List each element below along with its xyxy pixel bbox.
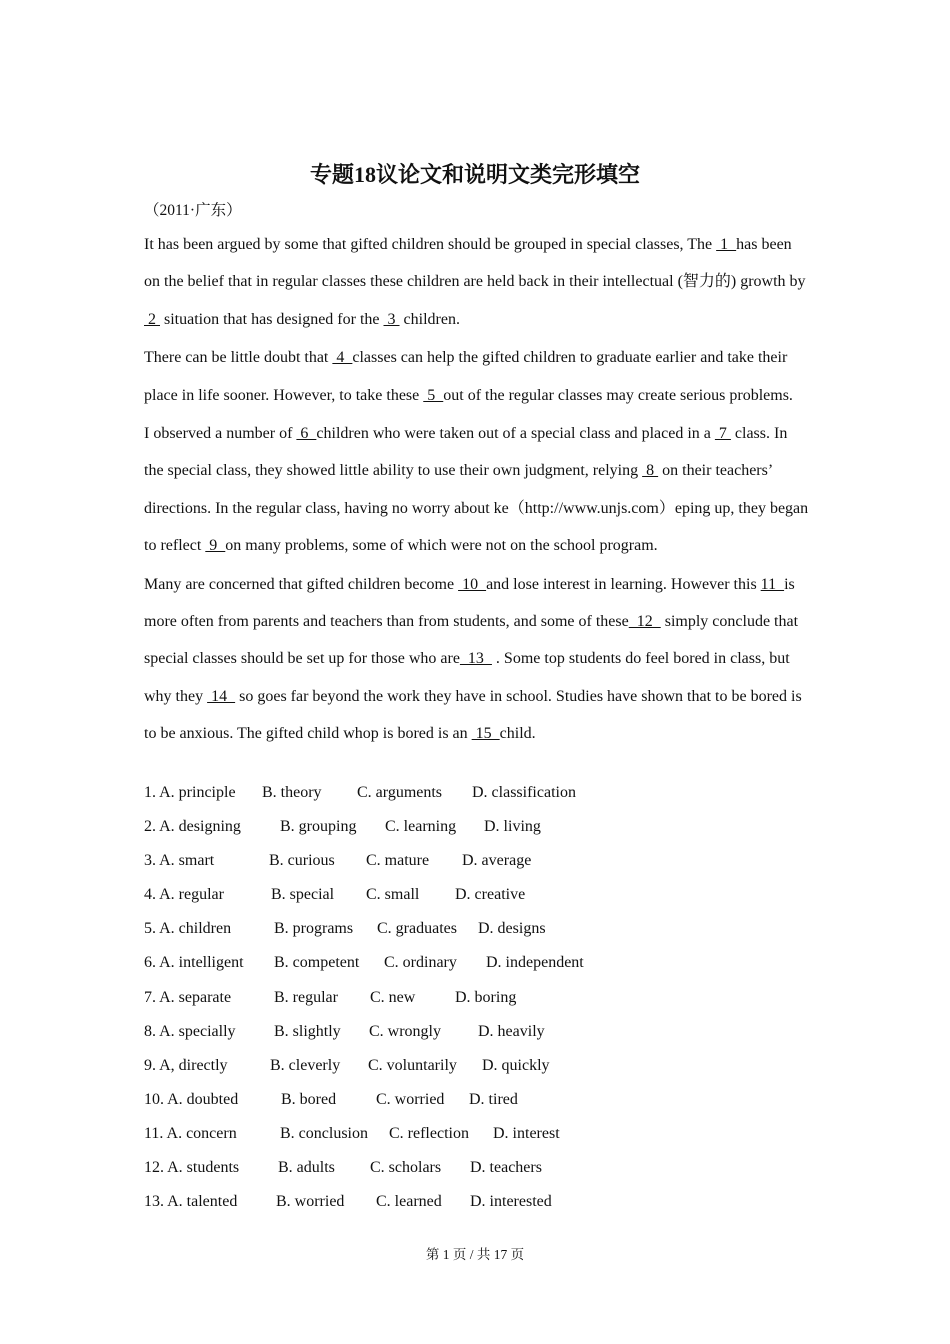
- option-a: 1. A. principle: [144, 784, 236, 801]
- blank-8: 8: [642, 462, 659, 480]
- option-c: C. wrongly: [369, 1022, 441, 1040]
- passage-paragraph-4: [144, 566, 809, 753]
- page-title: 专题18议论文和说明文类完形填空: [309, 162, 640, 187]
- blank-13: 13: [459, 650, 492, 668]
- blank-5: 5: [423, 386, 444, 404]
- option-b: B. adults: [278, 1159, 335, 1177]
- blank-14: 14: [207, 687, 236, 705]
- blank-6: 6: [296, 425, 317, 443]
- option-b: B. bored: [281, 1090, 337, 1108]
- option-a: 9. A, directly: [144, 1056, 228, 1074]
- option-c: C. worried: [376, 1090, 445, 1108]
- answer-options: [144, 776, 809, 1219]
- option-a: 12. A. students: [144, 1159, 240, 1177]
- passage-text: on their teachers’ directions. In the regular class, having no worry about ke（http://www.unjs.com）eping up, they began to reflect: [144, 462, 809, 555]
- cloze-passage: [144, 226, 809, 754]
- option-d: D. classification: [472, 784, 576, 801]
- option-a: 3. A. smart: [144, 852, 215, 870]
- option-row-2: [144, 810, 809, 844]
- option-c: C. small: [366, 886, 420, 904]
- option-b: B. cleverly: [270, 1056, 341, 1074]
- option-d: D. boring: [455, 988, 517, 1006]
- passage-text: classes can help the gifted children to graduate earlier and take their place in life sooner. However, to take these: [144, 349, 788, 404]
- option-d: D. tired: [469, 1090, 518, 1108]
- option-d: D. interest: [493, 1124, 560, 1142]
- blank-3: 3: [383, 310, 400, 328]
- passage-text: children.: [399, 310, 460, 328]
- passage-paragraph-1: [144, 226, 809, 338]
- passage-text: has been on the belief that in regular classes these children are held back in their intellectual (智力的) growth by: [144, 236, 806, 291]
- source-label: （2011·广东）: [144, 202, 242, 219]
- option-b: B. programs: [274, 920, 354, 938]
- option-c: C. ordinary: [384, 954, 457, 972]
- passage-text: It has been argued by some that gifted children should be grouped in special classes, The: [144, 236, 717, 253]
- option-b: B. worried: [276, 1193, 345, 1211]
- passage-text: Many are concerned that gifted children become: [144, 575, 459, 593]
- option-d: D. living: [484, 818, 541, 836]
- passage-text: I observed a number of: [144, 425, 297, 443]
- blank-1: 1: [716, 236, 737, 253]
- option-d: D. independent: [486, 954, 584, 972]
- option-b: B. curious: [269, 852, 335, 870]
- option-d: D. interested: [470, 1193, 552, 1211]
- passage-text: child.: [499, 725, 536, 743]
- option-row-10: [144, 1083, 809, 1117]
- blank-9: 9: [205, 537, 226, 555]
- passage-text: and lose interest in learning. However this: [486, 575, 761, 593]
- passage-text: situation that has designed for the: [160, 310, 384, 328]
- blank-15: 15: [471, 725, 500, 743]
- option-d: D. designs: [478, 920, 546, 938]
- passage-text: children who were taken out of a special class and placed in a: [316, 425, 715, 443]
- option-a: 8. A. specially: [144, 1022, 236, 1040]
- passage-text: out of the regular classes may create serious problems.: [443, 386, 793, 404]
- blank-12: 12: [628, 613, 661, 631]
- option-c: C. mature: [366, 852, 430, 870]
- blank-4: 4: [332, 349, 353, 367]
- option-c: C. learning: [385, 818, 457, 836]
- option-row-7: [144, 981, 809, 1015]
- passage-text: . Some top students do feel bored in class, but why they: [144, 650, 790, 705]
- option-b: B. conclusion: [280, 1124, 368, 1142]
- passage-text: so goes far beyond the work they have in school. Studies have shown that to be bored is to be anxious. The gifted child whop is bored is an: [144, 687, 802, 743]
- option-d: D. average: [462, 852, 532, 870]
- option-a: 11. A. concern: [144, 1124, 237, 1142]
- passage-paragraph-3: [144, 415, 809, 565]
- option-row-9: [144, 1049, 809, 1083]
- blank-11: 11: [760, 575, 785, 593]
- passage-text: class. In the special class, they showed little ability to use their own judgment, relying: [144, 425, 788, 480]
- option-a: 13. A. talented: [144, 1193, 238, 1211]
- option-row-3: [144, 844, 809, 878]
- option-row-11: [144, 1117, 809, 1151]
- option-row-4: [144, 878, 809, 912]
- option-row-6: [144, 946, 809, 980]
- option-d: D. heavily: [478, 1022, 545, 1040]
- option-a: 7. A. separate: [144, 988, 232, 1006]
- passage-text: There can be little doubt that: [144, 349, 333, 367]
- option-c: C. new: [370, 988, 416, 1006]
- option-b: B. special: [271, 886, 335, 904]
- passage-text: is more often from parents and teachers than from students, and some of these: [144, 575, 795, 631]
- option-row-1: [144, 776, 809, 810]
- option-a: 2. A. designing: [144, 818, 241, 836]
- passage-text: on many problems, some of which were not on the school program.: [225, 537, 658, 555]
- option-b: B. slightly: [274, 1022, 341, 1040]
- option-c: C. arguments: [357, 784, 443, 801]
- option-a: 4. A. regular: [144, 886, 224, 904]
- option-b: B. theory: [262, 784, 322, 801]
- blank-10: 10: [458, 575, 487, 593]
- page-footer: 第 1 页 / 共 17 页: [425, 1247, 525, 1262]
- option-c: C. reflection: [389, 1124, 469, 1142]
- option-row-8: [144, 1015, 809, 1049]
- option-a: 10. A. doubted: [144, 1090, 239, 1108]
- option-d: D. teachers: [470, 1159, 542, 1177]
- option-c: C. learned: [376, 1193, 442, 1211]
- blank-7: 7: [714, 425, 731, 443]
- option-a: 6. A. intelligent: [144, 954, 244, 972]
- option-row-12: [144, 1151, 809, 1185]
- blank-2: 2: [144, 310, 160, 328]
- option-a: 5. A. children: [144, 920, 232, 938]
- option-b: B. regular: [274, 988, 338, 1006]
- option-row-13: [144, 1185, 809, 1219]
- option-d: D. quickly: [482, 1056, 550, 1074]
- option-d: D. creative: [455, 886, 526, 904]
- option-b: B. competent: [274, 954, 360, 972]
- option-row-5: [144, 912, 809, 946]
- passage-paragraph-2: [144, 339, 809, 414]
- passage-text: simply conclude that special classes should be set up for those who are: [144, 613, 799, 668]
- option-c: C. voluntarily: [368, 1056, 457, 1074]
- option-b: B. grouping: [280, 818, 357, 836]
- option-c: C. graduates: [377, 920, 457, 938]
- option-c: C. scholars: [370, 1159, 442, 1177]
